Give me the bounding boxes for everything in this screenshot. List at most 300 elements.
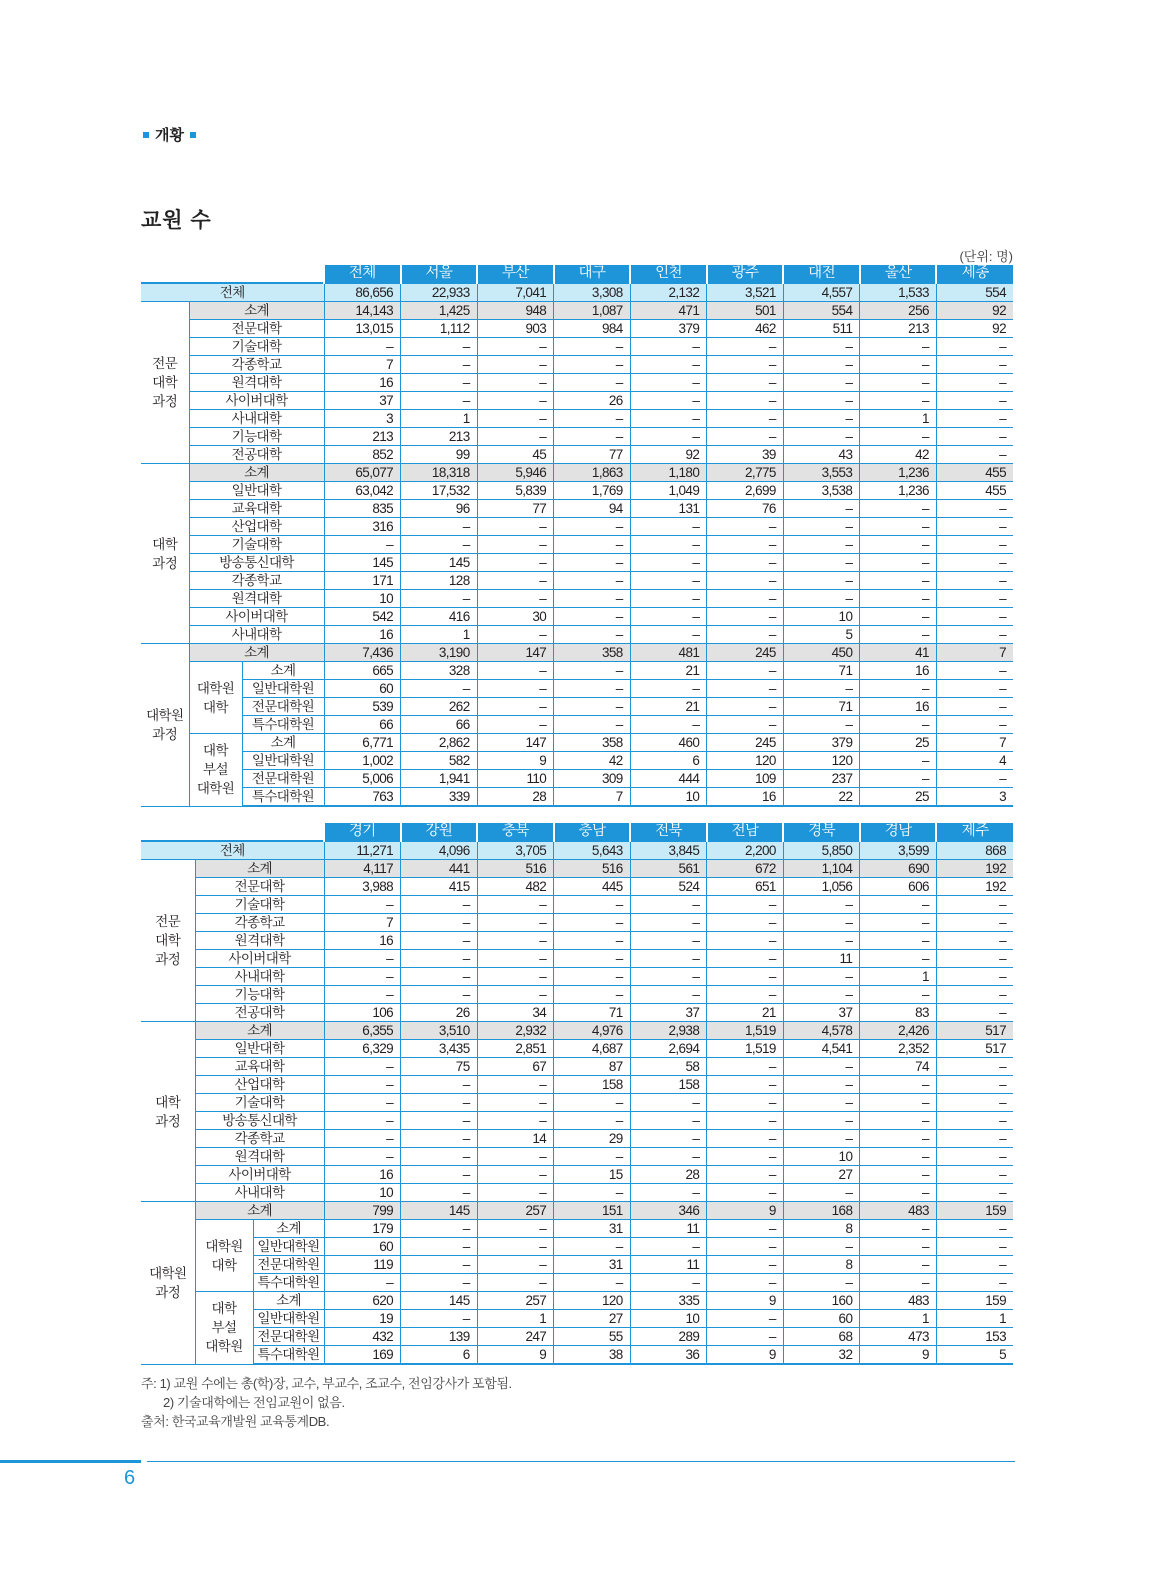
value-cell: 539 (324, 698, 401, 716)
value-cell: 460 (630, 734, 707, 752)
value-cell: – (860, 1238, 937, 1256)
value-cell: – (783, 680, 860, 698)
value-cell: – (860, 374, 937, 392)
value-cell: – (630, 896, 707, 914)
row-label: 기술대학 (195, 1094, 324, 1112)
value-cell: 5,006 (324, 770, 401, 788)
row-label: 각종학교 (189, 356, 324, 374)
value-cell: – (783, 536, 860, 554)
table-row (141, 1184, 1013, 1202)
value-cell: – (707, 698, 784, 716)
value-cell: – (783, 356, 860, 374)
value-cell: 5,850 (783, 841, 860, 860)
value-cell: 2,699 (707, 482, 784, 500)
page-number: 6 (124, 1467, 136, 1489)
value-cell: 462 (707, 320, 784, 338)
value-cell: 511 (783, 320, 860, 338)
value-cell: – (554, 1184, 631, 1202)
value-cell: – (401, 356, 478, 374)
value-cell: 55 (554, 1328, 631, 1346)
value-cell: – (554, 968, 631, 986)
faculty-table-2 (141, 823, 1013, 1365)
value-cell: – (707, 518, 784, 536)
value-cell: 441 (401, 860, 478, 878)
value-cell: 335 (630, 1292, 707, 1310)
footnote-2: 2) 기술대학에는 전임교원이 없음. (163, 1395, 345, 1410)
table-row (141, 788, 1013, 807)
value-cell: – (554, 608, 631, 626)
table-row (141, 590, 1013, 608)
row-label: 소계 (189, 302, 324, 320)
value-cell: 1,519 (707, 1040, 784, 1058)
column-header: 서울 (401, 265, 478, 283)
value-cell: – (707, 968, 784, 986)
row-label: 사내대학 (189, 410, 324, 428)
value-cell: – (707, 428, 784, 446)
value-cell: 145 (401, 554, 478, 572)
value-cell: – (554, 410, 631, 428)
row-label: 소계 (253, 1220, 324, 1238)
section-header-label: 개황 (155, 127, 184, 144)
value-cell: 651 (707, 878, 784, 896)
value-cell: – (707, 986, 784, 1004)
value-cell: 120 (783, 752, 860, 770)
value-cell: 87 (554, 1058, 631, 1076)
value-cell: 379 (783, 734, 860, 752)
value-cell: 620 (324, 1292, 401, 1310)
table-row (141, 680, 1013, 698)
value-cell: 8 (783, 1220, 860, 1238)
value-cell: – (554, 662, 631, 680)
value-cell: – (477, 662, 554, 680)
value-cell: – (477, 356, 554, 374)
value-cell: – (860, 1184, 937, 1202)
row-label: 방송통신대학 (195, 1112, 324, 1130)
value-cell: – (783, 428, 860, 446)
value-cell: 3 (324, 410, 401, 428)
value-cell: 26 (401, 1004, 478, 1022)
value-cell: 17,532 (401, 482, 478, 500)
value-cell: – (554, 1238, 631, 1256)
header-corner (141, 823, 324, 841)
value-cell: 120 (707, 752, 784, 770)
value-cell: – (401, 536, 478, 554)
value-cell: 1 (860, 968, 937, 986)
value-cell: 10 (630, 1310, 707, 1328)
value-cell: 11 (630, 1220, 707, 1238)
table-row (141, 428, 1013, 446)
value-cell: 482 (477, 878, 554, 896)
row-label: 소계 (253, 1292, 324, 1310)
value-cell: 1,056 (783, 878, 860, 896)
value-cell: 1,002 (324, 752, 401, 770)
row-label: 전문대학원 (242, 698, 324, 716)
value-cell: – (630, 1094, 707, 1112)
value-cell: – (860, 770, 937, 788)
value-cell: 517 (936, 1022, 1013, 1040)
row-label: 일반대학원 (242, 680, 324, 698)
value-cell: – (554, 428, 631, 446)
value-cell: 4,687 (554, 1040, 631, 1058)
value-cell: 4,541 (783, 1040, 860, 1058)
value-cell: 153 (936, 1328, 1013, 1346)
value-cell: 3,538 (783, 482, 860, 500)
footer-accent-bar (0, 1460, 141, 1463)
value-cell: – (860, 752, 937, 770)
value-cell: 6,771 (324, 734, 401, 752)
value-cell: – (936, 770, 1013, 788)
value-cell: 71 (783, 662, 860, 680)
value-cell: 28 (477, 788, 554, 807)
value-cell: 16 (324, 626, 401, 644)
value-cell: 92 (630, 446, 707, 464)
value-cell: 984 (554, 320, 631, 338)
subgroup-label: 대학 부설 대학원 (195, 1292, 253, 1365)
table-row (141, 770, 1013, 788)
value-cell: 67 (477, 1058, 554, 1076)
value-cell: – (401, 1184, 478, 1202)
value-cell: – (630, 950, 707, 968)
value-cell: 3,705 (477, 841, 554, 860)
value-cell: – (630, 716, 707, 734)
footnotes (141, 1374, 512, 1431)
value-cell: – (630, 1184, 707, 1202)
table-row (141, 554, 1013, 572)
value-cell: – (324, 536, 401, 554)
row-label: 특수대학원 (253, 1274, 324, 1292)
table-row (141, 464, 1013, 482)
value-cell: – (554, 1274, 631, 1292)
value-cell: 2,694 (630, 1040, 707, 1058)
value-cell: – (707, 626, 784, 644)
value-cell: – (630, 428, 707, 446)
total-row (141, 841, 1013, 860)
value-cell: 15 (554, 1166, 631, 1184)
value-cell: 37 (783, 1004, 860, 1022)
value-cell: 256 (860, 302, 937, 320)
footnote-1: 주: 1) 교원 수에는 총(학)장, 교수, 부교수, 조교수, 전임강사가 포함됨. (141, 1376, 512, 1391)
value-cell: – (707, 1130, 784, 1148)
value-cell: – (630, 1130, 707, 1148)
value-cell: 92 (936, 302, 1013, 320)
value-cell: 1,863 (554, 464, 631, 482)
value-cell: 257 (477, 1202, 554, 1220)
value-cell: 160 (783, 1292, 860, 1310)
value-cell: 450 (783, 644, 860, 662)
value-cell: 3,521 (707, 283, 784, 302)
row-label: 사내대학 (195, 1184, 324, 1202)
value-cell: 483 (860, 1202, 937, 1220)
table-row (141, 1346, 1013, 1365)
value-cell: 86,656 (324, 283, 401, 302)
unit-label: (단위: 명) (959, 249, 1013, 264)
value-cell: 68 (783, 1328, 860, 1346)
value-cell: – (401, 1238, 478, 1256)
value-cell: 6 (630, 752, 707, 770)
row-label: 소계 (242, 734, 324, 752)
value-cell: – (783, 716, 860, 734)
value-cell: 42 (860, 446, 937, 464)
value-cell: – (783, 410, 860, 428)
value-cell: 245 (707, 644, 784, 662)
value-cell: – (936, 338, 1013, 356)
value-cell: – (477, 626, 554, 644)
value-cell: 2,132 (630, 283, 707, 302)
value-cell: 65,077 (324, 464, 401, 482)
table-row (141, 608, 1013, 626)
value-cell: – (477, 1094, 554, 1112)
value-cell: 179 (324, 1220, 401, 1238)
value-cell: 2,352 (860, 1040, 937, 1058)
value-cell: 11 (783, 950, 860, 968)
value-cell: – (860, 626, 937, 644)
table-row (141, 518, 1013, 536)
value-cell: 582 (401, 752, 478, 770)
value-cell: 60 (783, 1310, 860, 1328)
value-cell: – (860, 1076, 937, 1094)
value-cell: – (401, 590, 478, 608)
value-cell: 169 (324, 1346, 401, 1365)
value-cell: 145 (401, 1202, 478, 1220)
value-cell: – (554, 1148, 631, 1166)
value-cell: 58 (630, 1058, 707, 1076)
group-label: 대학 과정 (141, 1022, 195, 1202)
value-cell: – (783, 572, 860, 590)
table-row (141, 1058, 1013, 1076)
value-cell: 16 (324, 932, 401, 950)
value-cell: 131 (630, 500, 707, 518)
value-cell: 192 (936, 860, 1013, 878)
table-row (141, 716, 1013, 734)
value-cell: 1 (477, 1310, 554, 1328)
value-cell: 245 (707, 734, 784, 752)
value-cell: 852 (324, 446, 401, 464)
value-cell: 289 (630, 1328, 707, 1346)
value-cell: – (630, 374, 707, 392)
value-cell: – (401, 1148, 478, 1166)
value-cell: 2,200 (707, 841, 784, 860)
value-cell: – (630, 338, 707, 356)
value-cell: 1,087 (554, 302, 631, 320)
row-label: 일반대학원 (253, 1310, 324, 1328)
value-cell: 471 (630, 302, 707, 320)
value-cell: – (936, 590, 1013, 608)
column-header: 충북 (477, 823, 554, 841)
value-cell: 1 (401, 626, 478, 644)
value-cell: – (860, 536, 937, 554)
row-label: 기능대학 (195, 986, 324, 1004)
value-cell: – (707, 410, 784, 428)
value-cell: – (401, 1166, 478, 1184)
value-cell: – (936, 698, 1013, 716)
page-title: 교원 수 (141, 209, 212, 232)
value-cell: 42 (554, 752, 631, 770)
value-cell: – (477, 590, 554, 608)
value-cell: 41 (860, 644, 937, 662)
value-cell: 455 (936, 464, 1013, 482)
value-cell: 37 (324, 392, 401, 410)
value-cell: – (860, 392, 937, 410)
value-cell: – (936, 518, 1013, 536)
table-row (141, 1166, 1013, 1184)
value-cell: 75 (401, 1058, 478, 1076)
value-cell: – (401, 968, 478, 986)
row-label: 전문대학원 (253, 1256, 324, 1274)
value-cell: 9 (860, 1346, 937, 1365)
value-cell: – (936, 1076, 1013, 1094)
row-label: 전체 (141, 283, 324, 302)
value-cell: 71 (783, 698, 860, 716)
value-cell: – (783, 590, 860, 608)
value-cell: – (401, 1220, 478, 1238)
value-cell: – (401, 1130, 478, 1148)
table-row (141, 446, 1013, 464)
value-cell: 147 (477, 644, 554, 662)
value-cell: 4,557 (783, 283, 860, 302)
value-cell: 5 (936, 1346, 1013, 1365)
value-cell: 4 (936, 752, 1013, 770)
table-row (141, 752, 1013, 770)
value-cell: 11 (630, 1256, 707, 1274)
value-cell: – (783, 968, 860, 986)
value-cell: – (401, 986, 478, 1004)
value-cell: – (860, 356, 937, 374)
value-cell: – (477, 968, 554, 986)
value-cell: 128 (401, 572, 478, 590)
value-cell: 237 (783, 770, 860, 788)
value-cell: – (477, 680, 554, 698)
row-label: 기술대학 (189, 338, 324, 356)
row-label: 사내대학 (195, 968, 324, 986)
value-cell: – (630, 626, 707, 644)
value-cell: – (324, 1076, 401, 1094)
value-cell: 16 (324, 1166, 401, 1184)
value-cell: – (554, 572, 631, 590)
row-label: 사이버대학 (189, 608, 324, 626)
value-cell: 25 (860, 734, 937, 752)
value-cell: 31 (554, 1220, 631, 1238)
subgroup-label: 대학 부설 대학원 (189, 734, 242, 807)
value-cell: – (707, 1256, 784, 1274)
value-cell: 501 (707, 302, 784, 320)
table-row (141, 302, 1013, 320)
value-cell: 483 (860, 1292, 937, 1310)
value-cell: 4,117 (324, 860, 401, 878)
value-cell: – (936, 896, 1013, 914)
row-label: 사이버대학 (195, 1166, 324, 1184)
value-cell: 262 (401, 698, 478, 716)
table-row (141, 986, 1013, 1004)
value-cell: – (936, 986, 1013, 1004)
row-label: 산업대학 (189, 518, 324, 536)
value-cell: – (477, 1274, 554, 1292)
value-cell: – (477, 1112, 554, 1130)
value-cell: 151 (554, 1202, 631, 1220)
row-label: 소계 (189, 644, 324, 662)
value-cell: – (630, 968, 707, 986)
value-cell: – (860, 1130, 937, 1148)
row-label: 교육대학 (189, 500, 324, 518)
subgroup-label: 대학원 대학 (195, 1220, 253, 1292)
value-cell: – (860, 608, 937, 626)
table-row (141, 1220, 1013, 1238)
value-cell: 11,271 (324, 841, 401, 860)
value-cell: – (324, 1058, 401, 1076)
row-label: 사이버대학 (189, 392, 324, 410)
value-cell: – (860, 986, 937, 1004)
value-cell: 7 (554, 788, 631, 807)
value-cell: – (783, 1094, 860, 1112)
value-cell: – (630, 1274, 707, 1292)
value-cell: 4,096 (401, 841, 478, 860)
value-cell: – (707, 1076, 784, 1094)
header-row (141, 823, 1013, 841)
value-cell: 2,426 (860, 1022, 937, 1040)
value-cell: 1,236 (860, 464, 937, 482)
value-cell: – (324, 950, 401, 968)
value-cell: 36 (630, 1346, 707, 1365)
value-cell: 1,533 (860, 283, 937, 302)
value-cell: – (783, 1058, 860, 1076)
source-note: 출처: 한국교육개발원 교육통계DB. (141, 1414, 330, 1429)
value-cell: – (630, 356, 707, 374)
row-label: 소계 (242, 662, 324, 680)
column-header: 전체 (324, 265, 401, 283)
table-row (141, 968, 1013, 986)
value-cell: – (401, 950, 478, 968)
value-cell: – (707, 1328, 784, 1346)
value-cell: – (477, 914, 554, 932)
value-cell: 110 (477, 770, 554, 788)
value-cell: – (477, 536, 554, 554)
value-cell: 43 (783, 446, 860, 464)
square-bullet-icon (190, 132, 196, 138)
value-cell: 1 (860, 1310, 937, 1328)
row-label: 방송통신대학 (189, 554, 324, 572)
value-cell: – (707, 662, 784, 680)
column-header: 세종 (936, 265, 1013, 283)
value-cell: 158 (630, 1076, 707, 1094)
column-header: 경북 (783, 823, 860, 841)
value-cell: 3,988 (324, 878, 401, 896)
value-cell: 3,510 (401, 1022, 478, 1040)
value-cell: – (707, 716, 784, 734)
value-cell: – (477, 1166, 554, 1184)
table-row (141, 1004, 1013, 1022)
value-cell: – (401, 1310, 478, 1328)
row-label: 특수대학원 (242, 716, 324, 734)
value-cell: – (860, 500, 937, 518)
value-cell: – (477, 392, 554, 410)
value-cell: 3,308 (554, 283, 631, 302)
column-header: 전북 (630, 823, 707, 841)
value-cell: – (707, 608, 784, 626)
value-cell: 1,049 (630, 482, 707, 500)
value-cell: – (324, 1274, 401, 1292)
table-row (141, 338, 1013, 356)
value-cell: 561 (630, 860, 707, 878)
value-cell: – (630, 608, 707, 626)
value-cell: 21 (707, 1004, 784, 1022)
table-row (141, 1040, 1013, 1058)
table-row (141, 482, 1013, 500)
value-cell: – (401, 932, 478, 950)
value-cell: 3,190 (401, 644, 478, 662)
table-row (141, 1202, 1013, 1220)
value-cell: 22,933 (401, 283, 478, 302)
value-cell: – (936, 1004, 1013, 1022)
table-row (141, 1076, 1013, 1094)
